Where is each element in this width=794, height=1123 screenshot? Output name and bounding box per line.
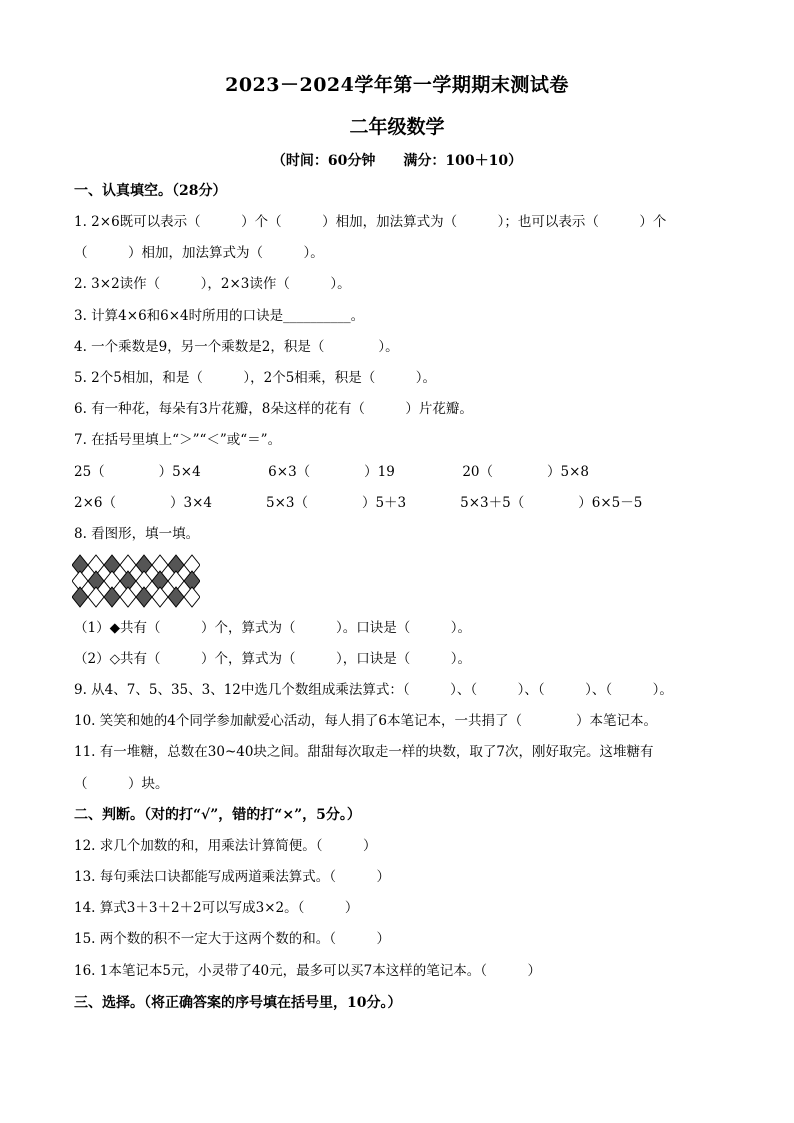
empty-diamond bbox=[184, 587, 200, 607]
section-2-heading: 二、判断。（对的打“√”，错的打“×”，5分。） bbox=[74, 807, 361, 823]
filled-diamond bbox=[104, 587, 120, 607]
question-8: 8. 看图形，填一填。 bbox=[74, 526, 200, 542]
filled-diamond bbox=[72, 587, 88, 607]
question-13: 13. 每句乘法口诀都能写成两道乘法算式。（ ） bbox=[74, 869, 391, 885]
question-6: 6. 有一种花，每朵有3片花瓣，8朵这样的花有（ ）片花瓣。 bbox=[74, 401, 473, 417]
question-7: 7. 在括号里填上“＞”“＜”或“＝”。 bbox=[74, 432, 282, 448]
question-1-line-1: 1. 2×6既可以表示（ ）个（ ）相加，加法算式为（ ）；也可以表示（ ）个 bbox=[74, 214, 667, 230]
question-11-line-1: 11. 有一堆糖，总数在30~40块之间。甜甜每次取走一样的块数，取了7次，刚好取完。这堆糖有 bbox=[74, 744, 654, 760]
question-16: 16. 1本笔记本5元，小灵带了40元，最多可以买7本这样的笔记本。（ ） bbox=[74, 963, 541, 979]
empty-diamond bbox=[152, 587, 168, 607]
question-11-line-2: （ ）块。 bbox=[74, 776, 169, 792]
section-3-heading: 三、选择。（将正确答案的序号填在括号里，10分。） bbox=[74, 995, 402, 1011]
question-12: 12. 求几个加数的和，用乘法计算简便。（ ） bbox=[74, 838, 377, 854]
question-8-part-1: （1）◆共有（ ）个，算式为（ ）。口诀是（ ）。 bbox=[74, 620, 471, 636]
question-10: 10. 笑笑和她的4个同学参加献爱心活动，每人捐了6本笔记本，一共捐了（ ）本笔记本。 bbox=[74, 713, 657, 729]
question-4: 4. 一个乘数是9，另一个乘数是2，积是（ ）。 bbox=[74, 339, 399, 355]
empty-diamond bbox=[120, 587, 136, 607]
exam-title: 2023－2024学年第一学期期末测试卷 bbox=[225, 74, 569, 96]
exam-info: （时间：60分钟 满分：100＋10） bbox=[271, 153, 523, 169]
question-15: 15. 两个数的积不一定大于这两个数的和。（ ） bbox=[74, 931, 391, 947]
question-7-row-2: 2×6（ ）3×4 5×3（ ）5＋3 5×3＋5（ ）6×5－5 bbox=[74, 495, 643, 511]
empty-diamond bbox=[88, 587, 104, 607]
diamond-figure bbox=[72, 553, 200, 609]
question-7-row-1: 25（ ）5×4 6×3（ ）19 20（ ）5×8 bbox=[74, 464, 590, 480]
exam-subtitle: 二年级数学 bbox=[349, 116, 445, 138]
section-1-heading: 一、认真填空。（28分） bbox=[74, 183, 227, 199]
question-8-part-2: （2）◇共有（ ）个，算式为（ ），口诀是（ ）。 bbox=[74, 651, 471, 667]
question-1-line-2: （ ）相加，加法算式为（ ）。 bbox=[74, 245, 324, 261]
question-9: 9. 从4、7、5、35、3、12中选几个数组成乘法算式：（ ）、（ ）、（ ）、（ ）。 bbox=[74, 682, 673, 698]
question-14: 14. 算式3＋3＋2＋2可以写成3×2。（ ） bbox=[74, 900, 359, 916]
question-5: 5. 2个5相加，和是（ ），2个5相乘，积是（ ）。 bbox=[74, 370, 437, 386]
filled-diamond bbox=[168, 587, 184, 607]
question-2: 2. 3×2读作（ ），2×3读作（ ）。 bbox=[74, 276, 351, 292]
question-3: 3. 计算4×6和6×4时所用的口诀是__________。 bbox=[74, 308, 365, 324]
filled-diamond bbox=[136, 587, 152, 607]
